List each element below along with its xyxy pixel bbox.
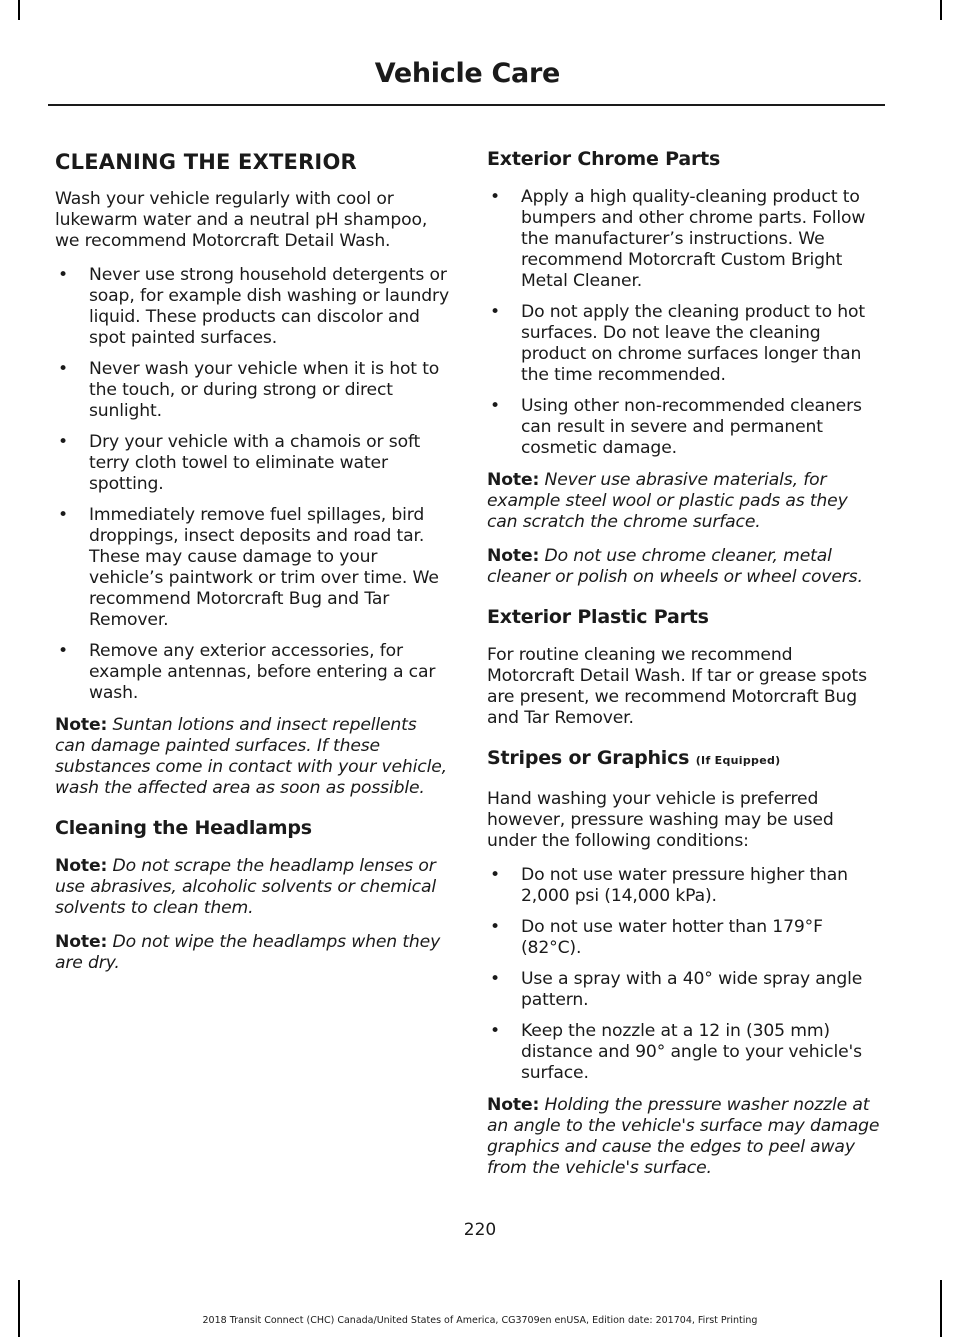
exterior-bullet-list xyxy=(55,265,450,704)
chrome-parts-heading: Exterior Chrome Parts xyxy=(487,148,721,170)
list-item: • Never wash your vehicle when it is hot to the touch, or during strong or direct sunlight. xyxy=(58,359,440,421)
note-abrasive: Note: Never use abrasive materials, for example steel wool or plastic pads as they can scratch the chrome surface. xyxy=(487,470,848,532)
stripes-heading: Stripes or Graphics (If Equipped) xyxy=(487,747,781,769)
crop-mark-top-left xyxy=(18,0,20,20)
edition-footer: 2018 Transit Connect (CHC) Canada/United States of America, CG3709en enUSA, Edition date: 201704, First Printing xyxy=(202,1315,758,1326)
stripes-paragraph: Hand washing your vehicle is preferred however, pressure washing may be used under the following conditions: xyxy=(487,789,834,851)
note-chrome-cleaner: Note: Do not use chrome cleaner, metal cleaner or polish on wheels or wheel covers. xyxy=(487,546,863,587)
note-headlamp-scrape: Note: Do not scrape the headlamp lenses or use abrasives, alcoholic solvents or chemical solvents to clean them. xyxy=(55,856,436,918)
bullet-icon: • xyxy=(58,359,68,379)
list-item: • Remove any exterior accessories, for example antennas, before entering a car wash. xyxy=(58,641,436,703)
bullet-icon: • xyxy=(58,641,68,661)
crop-mark-bottom-left xyxy=(18,1280,20,1337)
list-item: • Immediately remove fuel spillages, bird droppings, insect deposits and road tar. These may cause damage to your vehicle’s paintwork or trim over time. We recommend Motorcraft Bug and Tar Remover. xyxy=(58,505,439,630)
bullet-icon: • xyxy=(58,505,68,525)
bullet-icon: • xyxy=(490,1021,500,1041)
crop-mark-top-right xyxy=(940,0,942,20)
page-number: 220 xyxy=(463,1220,497,1240)
crop-mark-bottom-right xyxy=(940,1280,942,1337)
list-item: • Use a spray with a 40° wide spray angle pattern. xyxy=(490,969,863,1010)
intro-paragraph: Wash your vehicle regularly with cool or lukewarm water and a neutral pH shampoo, we recommend Motorcraft Detail Wash. xyxy=(55,189,428,251)
stripes-bullet-list xyxy=(487,865,882,1084)
bullet-icon: • xyxy=(58,265,68,285)
list-item: • Do not use water pressure higher than 2,000 psi (14,000 kPa). xyxy=(490,865,848,906)
header-rule xyxy=(48,104,885,106)
bullet-icon: • xyxy=(490,302,500,322)
bullet-icon: • xyxy=(490,396,500,416)
headlamps-heading: Cleaning the Headlamps xyxy=(55,817,312,839)
right-column xyxy=(487,145,882,1192)
list-item: • Never use strong household detergents or soap, for example dish washing or laundry liquid. These products can discolor and spot painted surfaces. xyxy=(58,265,449,348)
bullet-icon: • xyxy=(490,865,500,885)
plastic-parts-heading: Exterior Plastic Parts xyxy=(487,606,709,628)
if-equipped-qualifier: (If Equipped) xyxy=(695,754,781,767)
list-item: • Dry your vehicle with a chamois or soft terry cloth towel to eliminate water spotting. xyxy=(58,432,421,494)
list-item: • Do not use water hotter than 179°F (82°C). xyxy=(490,917,823,958)
note-suntan: Note: Suntan lotions and insect repellents can damage painted surfaces. If these substances come in contact with your vehicle, wash the affected area as soon as possible. xyxy=(55,715,447,798)
cleaning-exterior-heading: CLEANING THE EXTERIOR xyxy=(55,150,357,174)
bullet-icon: • xyxy=(58,432,68,452)
chrome-bullet-list xyxy=(487,187,882,459)
section-title: Vehicle Care xyxy=(374,58,560,89)
list-item: • Do not apply the cleaning product to hot surfaces. Do not leave the cleaning product on chrome surfaces longer than the time recommended. xyxy=(490,302,865,385)
left-column xyxy=(55,145,450,987)
plastic-paragraph: For routine cleaning we recommend Motorcraft Detail Wash. If tar or grease spots are present, we recommend Motorcraft Bug and Tar Remover. xyxy=(487,645,867,728)
note-headlamp-wipe: Note: Do not wipe the headlamps when they are dry. xyxy=(55,932,441,973)
bullet-icon: • xyxy=(490,187,500,207)
list-item: • Keep the nozzle at a 12 in (305 mm) distance and 90° angle to your vehicle's surface. xyxy=(490,1021,862,1083)
list-item: • Using other non-recommended cleaners can result in severe and permanent cosmetic damage. xyxy=(490,396,862,458)
bullet-icon: • xyxy=(490,969,500,989)
list-item: • Apply a high quality-cleaning product to bumpers and other chrome parts. Follow the manufacturer’s instructions. We recommend Motorcraft Custom Bright Metal Cleaner. xyxy=(490,187,866,291)
note-pressure-washer: Note: Holding the pressure washer nozzle at an angle to the vehicle's surface may damage graphics and cause the edges to peel away from the vehicle's surface. xyxy=(487,1095,880,1178)
bullet-icon: • xyxy=(490,917,500,937)
